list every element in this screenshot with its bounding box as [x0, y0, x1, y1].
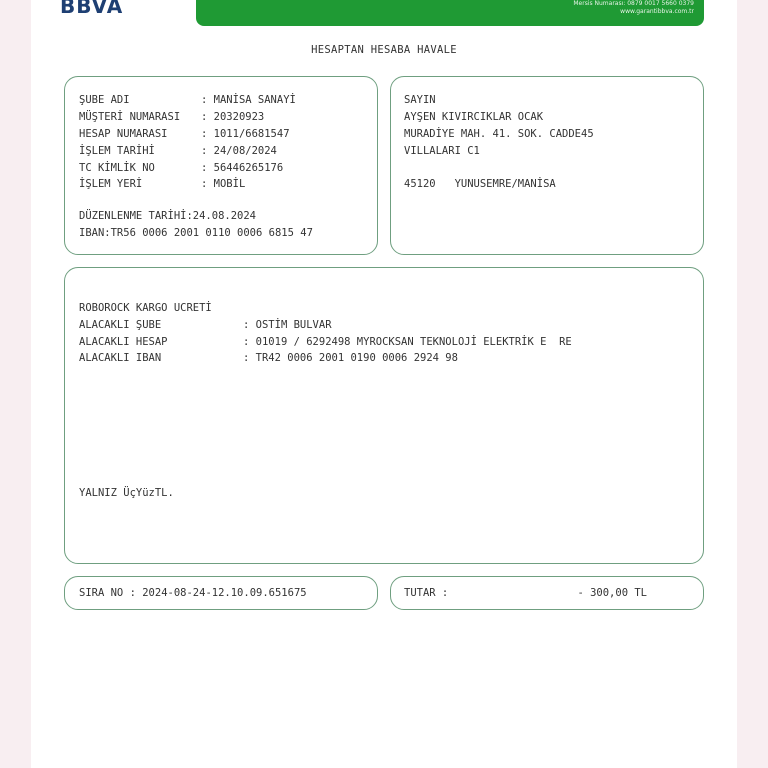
recipient-name: AYŞEN KIVIRCIKLAR OCAK	[404, 111, 544, 123]
recipient-postal-city: 45120 YUNUSEMRE/MANİSA	[404, 178, 556, 190]
islem-tarihi-value: 24/08/2024	[213, 145, 277, 157]
salutation: SAYIN	[404, 94, 436, 106]
alacakli-iban-row: ALACAKLI IBAN : TR42 0006 2001 0190 0006 2924 98	[79, 352, 458, 364]
alacakli-hesap-label: ALACAKLI HESAP	[79, 336, 168, 348]
duzenlenme-date: DÜZENLENME TARİHİ:24.08.2024	[79, 210, 257, 222]
islem-yeri-value: MOBİL	[213, 178, 246, 190]
hesap-label: HESAP NUMARASI	[79, 128, 168, 140]
sube-label: ŞUBE ADI	[79, 94, 130, 106]
mersis-number: Mersis Numarası: 0879 0017 5660 0379	[573, 0, 694, 7]
musteri-label: MÜŞTERİ NUMARASI	[79, 111, 181, 123]
tutar-label: TUTAR :	[404, 587, 449, 599]
recipient-box	[390, 76, 704, 255]
hesap-value: 1011/6681547	[213, 128, 290, 140]
amount-in-words: YALNIZ ÜçYüzTL.	[79, 487, 174, 499]
alacakli-sube-row: ALACAKLI ŞUBE : OSTİM BULVAR	[79, 319, 332, 331]
hesap-row: HESAP NUMARASI : 1011/6681547	[79, 128, 290, 140]
recipient-address-line2: VILLALARI C1	[404, 145, 480, 157]
recipient-address-line1: MURADİYE MAH. 41. SOK. CADDE45	[404, 128, 594, 140]
header-bar	[196, 0, 704, 26]
tutar-value: - 300,00 TL	[577, 587, 647, 599]
islem-yeri-row: İŞLEM YERİ : MOBİL	[79, 178, 246, 190]
alacakli-sube-value: OSTİM BULVAR	[255, 319, 332, 331]
sira-row	[79, 586, 307, 600]
document-title: HESAPTAN HESABA HAVALE	[311, 44, 457, 56]
header-info	[573, 0, 694, 16]
alacakli-iban-label: ALACAKLI IBAN	[79, 352, 162, 364]
sube-row: ŞUBE ADI : MANİSA SANAYİ	[79, 94, 296, 106]
sira-label: SIRA NO :	[79, 587, 136, 599]
bbva-logo: BBVA	[60, 0, 124, 18]
account-info-box	[64, 76, 378, 255]
islem-tarihi-label: İŞLEM TARİHİ	[79, 145, 155, 157]
sequence-number-box	[64, 576, 378, 610]
tc-value: 56446265176	[213, 162, 284, 174]
alacakli-sube-label: ALACAKLI ŞUBE	[79, 319, 162, 331]
sube-value: MANİSA SANAYİ	[213, 94, 296, 106]
amount-box	[390, 576, 704, 610]
website-link: www.garantibbva.com.tr	[620, 8, 694, 15]
musteri-value: 20320923	[213, 111, 265, 123]
iban: IBAN:TR56 0006 2001 0110 0006 6815 47	[79, 227, 313, 239]
musteri-row: MÜŞTERİ NUMARASI : 20320923	[79, 111, 265, 123]
transfer-details-box	[64, 267, 704, 564]
alacakli-hesap-value: 01019 / 6292498 MYROCKSAN TEKNOLOJİ ELEKTRİK E RE	[255, 336, 572, 348]
tc-row: TC KİMLİK NO : 56446265176	[79, 162, 284, 174]
alacakli-hesap-row: ALACAKLI HESAP : 01019 / 6292498 MYROCKSAN TEKNOLOJİ ELEKTRİK E RE	[79, 336, 572, 348]
islem-tarihi-row: İŞLEM TARİHİ : 24/08/2024	[79, 145, 277, 157]
islem-yeri-label: İŞLEM YERİ	[79, 178, 143, 190]
transfer-description: ROBOROCK KARGO UCRETİ	[79, 302, 212, 314]
sira-value: 2024-08-24-12.10.09.651675	[142, 587, 307, 599]
tc-label: TC KİMLİK NO	[79, 162, 155, 174]
alacakli-iban-value: TR42 0006 2001 0190 0006 2924 98	[255, 352, 458, 364]
